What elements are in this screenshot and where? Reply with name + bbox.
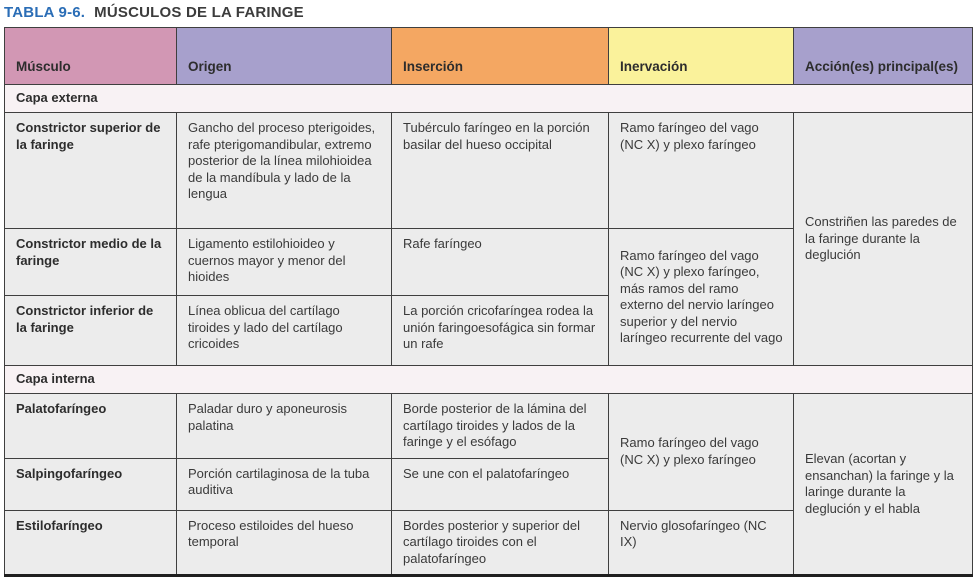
muscle-name-cell: Salpingofaríngeo xyxy=(5,458,177,510)
header-row xyxy=(5,28,973,85)
section-row-capa-interna xyxy=(5,366,973,394)
accion-cell-capa-interna: Elevan (acortan y ensanchan) la faringe y la laringe durante la deglución y el habla xyxy=(794,394,973,576)
origen-cell: Paladar duro y aponeurosis palatina xyxy=(177,394,392,459)
inervacion-cell: Nervio glosofaríngeo (NC IX) xyxy=(609,510,794,576)
section-row-capa-externa xyxy=(5,85,973,113)
insercion-cell: Se une con el palatofaríngeo xyxy=(392,458,609,510)
section-label-capa-interna: Capa interna xyxy=(5,366,973,394)
insercion-cell: Bordes posterior y superior del cartílago tiroides con el palatofaríngeo xyxy=(392,510,609,576)
col-header-inervacion: Inervación xyxy=(609,28,794,85)
origen-cell: Línea oblicua del cartílago tiroides y lado del cartílago cricoides xyxy=(177,296,392,366)
muscle-name-cell: Constrictor medio de la faringe xyxy=(5,229,177,296)
insercion-cell: Borde posterior de la lámina del cartílago tiroides y lados de la faringe y el esófago xyxy=(392,394,609,459)
inervacion-cell-palato-salpingo: Ramo faríngeo del vago (NC X) y plexo faríngeo xyxy=(609,394,794,511)
table-row xyxy=(5,113,973,229)
col-header-musculo: Músculo xyxy=(5,28,177,85)
muscle-name-cell: Constrictor inferior de la faringe xyxy=(5,296,177,366)
pharynx-muscles-table xyxy=(4,27,973,577)
muscle-name-cell: Palatofaríngeo xyxy=(5,394,177,459)
origen-cell: Gancho del proceso pterigoides, rafe pterigomandibular, extremo posterior de la línea milohioidea de la mandíbula y lado de la lengua xyxy=(177,113,392,229)
col-header-insercion: Inserción xyxy=(392,28,609,85)
accion-cell-capa-externa: Constriñen las paredes de la faringe durante la deglución xyxy=(794,113,973,366)
inervacion-cell: Ramo faríngeo del vago (NC X) y plexo faríngeo xyxy=(609,113,794,229)
inervacion-cell-medio-inferior: Ramo faríngeo del vago (NC X) y plexo faríngeo, más ramos del ramo externo del nervio laríngeo superior y del nervio laríngeo recurrente del vago xyxy=(609,229,794,366)
muscle-name-cell: Constrictor superior de la faringe xyxy=(5,113,177,229)
table-title xyxy=(4,4,972,21)
origen-cell: Porción cartilaginosa de la tuba auditiva xyxy=(177,458,392,510)
section-label-capa-externa: Capa externa xyxy=(5,85,973,113)
col-header-origen: Origen xyxy=(177,28,392,85)
table-number: TABLA 9-6. xyxy=(4,4,86,21)
origen-cell: Ligamento estilohioideo y cuernos mayor y menor del hioides xyxy=(177,229,392,296)
col-header-accion: Acción(es) principal(es) xyxy=(794,28,973,85)
origen-cell: Proceso estiloides del hueso temporal xyxy=(177,510,392,576)
insercion-cell: La porción cricofaríngea rodea la unión faringoesofágica sin formar un rafe xyxy=(392,296,609,366)
insercion-cell: Rafe faríngeo xyxy=(392,229,609,296)
insercion-cell: Tubérculo faríngeo en la porción basilar del hueso occipital xyxy=(392,113,609,229)
table-caption: MÚSCULOS DE LA FARINGE xyxy=(94,4,304,21)
table-row xyxy=(5,394,973,459)
muscle-name-cell: Estilofaríngeo xyxy=(5,510,177,576)
